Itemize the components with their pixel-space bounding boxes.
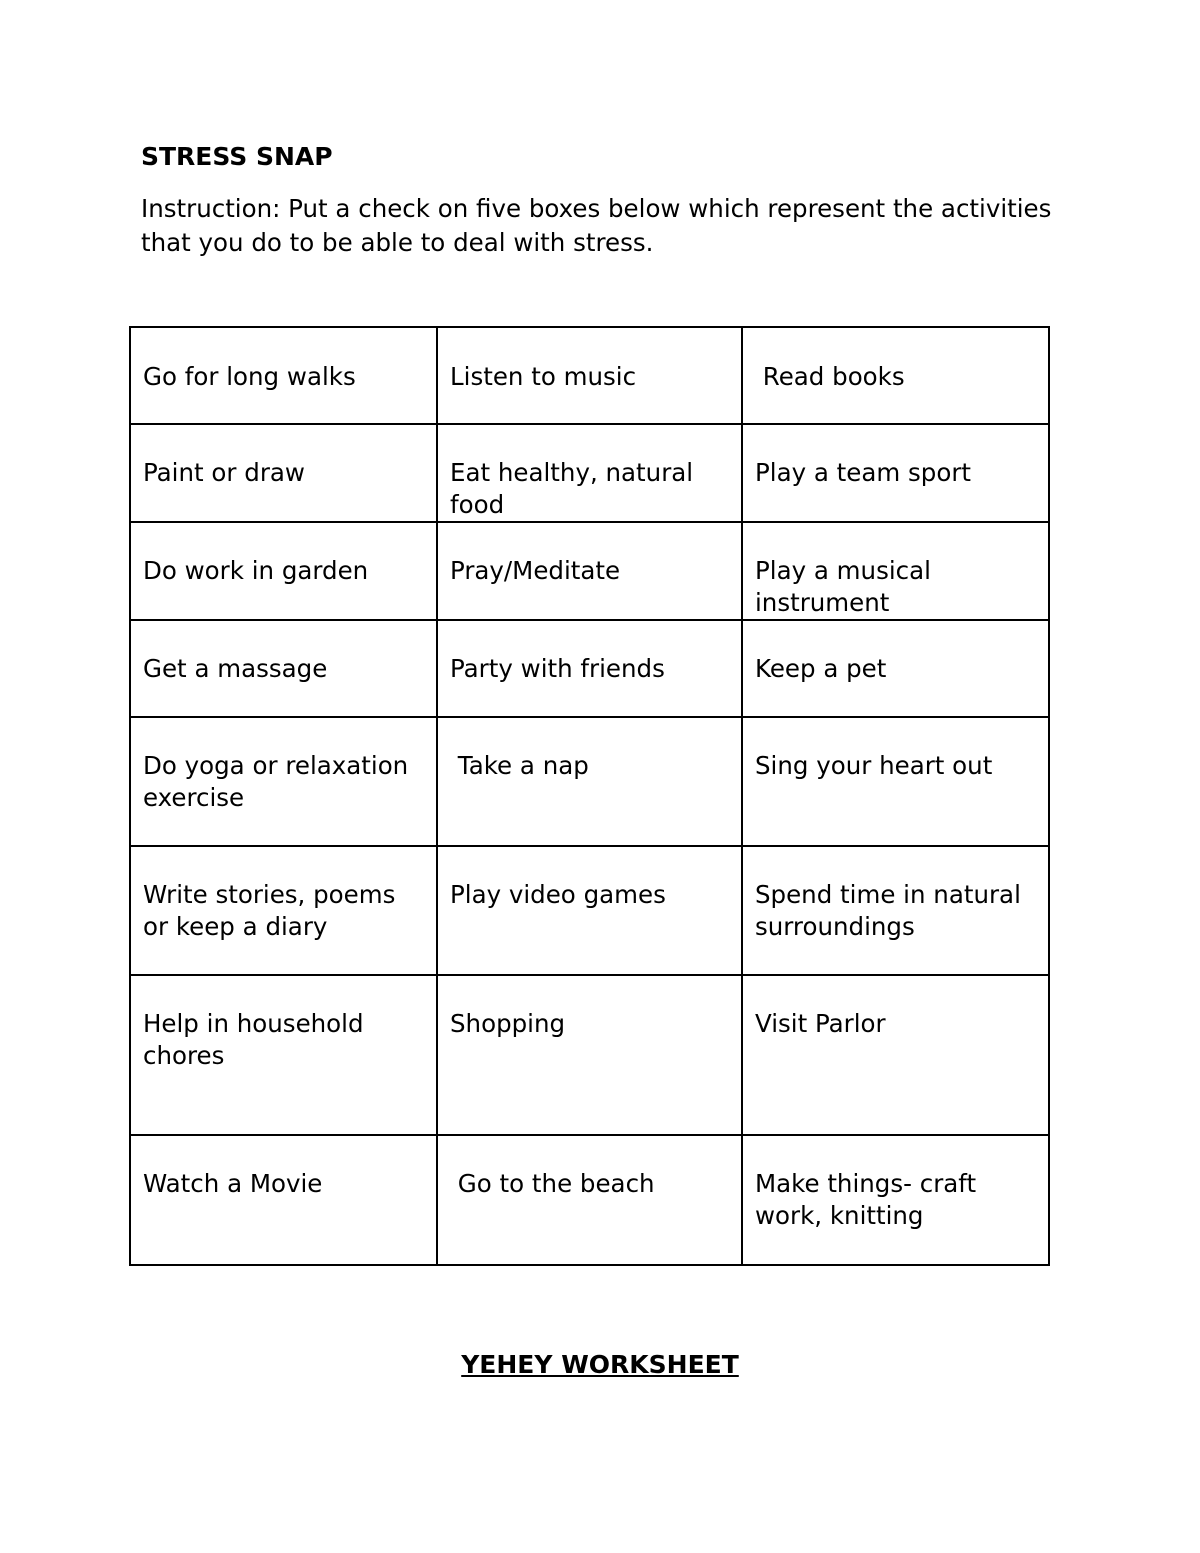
instruction-text: Instruction: Put a check on five boxes below which represent the activities that you do to be able to deal with stress.: [141, 194, 1052, 257]
worksheet-title: STRESS SNAP: [141, 142, 333, 171]
activity-cell[interactable]: Keep a pet: [742, 620, 1049, 717]
table-row: [130, 620, 1049, 717]
activity-grid: [129, 326, 1050, 1266]
activity-cell[interactable]: Pray/Meditate: [437, 522, 742, 620]
activity-cell[interactable]: Get a massage: [130, 620, 437, 717]
activity-cell[interactable]: Read books: [742, 327, 1049, 424]
activity-cell[interactable]: Go for long walks: [130, 327, 437, 424]
worksheet-footer: YEHEY WORKSHEET: [461, 1350, 739, 1379]
activity-cell[interactable]: Visit Parlor: [742, 975, 1049, 1135]
activity-cell[interactable]: Help in household chores: [130, 975, 437, 1135]
activity-cell[interactable]: Take a nap: [437, 717, 742, 846]
activity-cell[interactable]: Play video games: [437, 846, 742, 975]
activity-cell[interactable]: Do work in garden: [130, 522, 437, 620]
activity-cell[interactable]: Play a team sport: [742, 424, 1049, 522]
activity-cell[interactable]: Write stories, poems or keep a diary: [130, 846, 437, 975]
activity-cell[interactable]: Play a musical instrument: [742, 522, 1049, 620]
table-row: [130, 522, 1049, 620]
activity-cell[interactable]: Listen to music: [437, 327, 742, 424]
activity-cell[interactable]: Watch a Movie: [130, 1135, 437, 1265]
table-row: [130, 1135, 1049, 1265]
table-row: [130, 327, 1049, 424]
activity-cell[interactable]: Shopping: [437, 975, 742, 1135]
activity-cell[interactable]: Party with friends: [437, 620, 742, 717]
activity-cell[interactable]: Eat healthy, natural food: [437, 424, 742, 522]
activity-cell[interactable]: Spend time in natural surroundings: [742, 846, 1049, 975]
table-row: [130, 424, 1049, 522]
table-row: [130, 717, 1049, 846]
table-row: [130, 846, 1049, 975]
activity-cell[interactable]: Paint or draw: [130, 424, 437, 522]
activity-cell[interactable]: Do yoga or relaxation exercise: [130, 717, 437, 846]
activity-cell[interactable]: Go to the beach: [437, 1135, 742, 1265]
activity-cell[interactable]: Make things- craft work, knitting: [742, 1135, 1049, 1265]
table-row: [130, 975, 1049, 1135]
activity-cell[interactable]: Sing your heart out: [742, 717, 1049, 846]
